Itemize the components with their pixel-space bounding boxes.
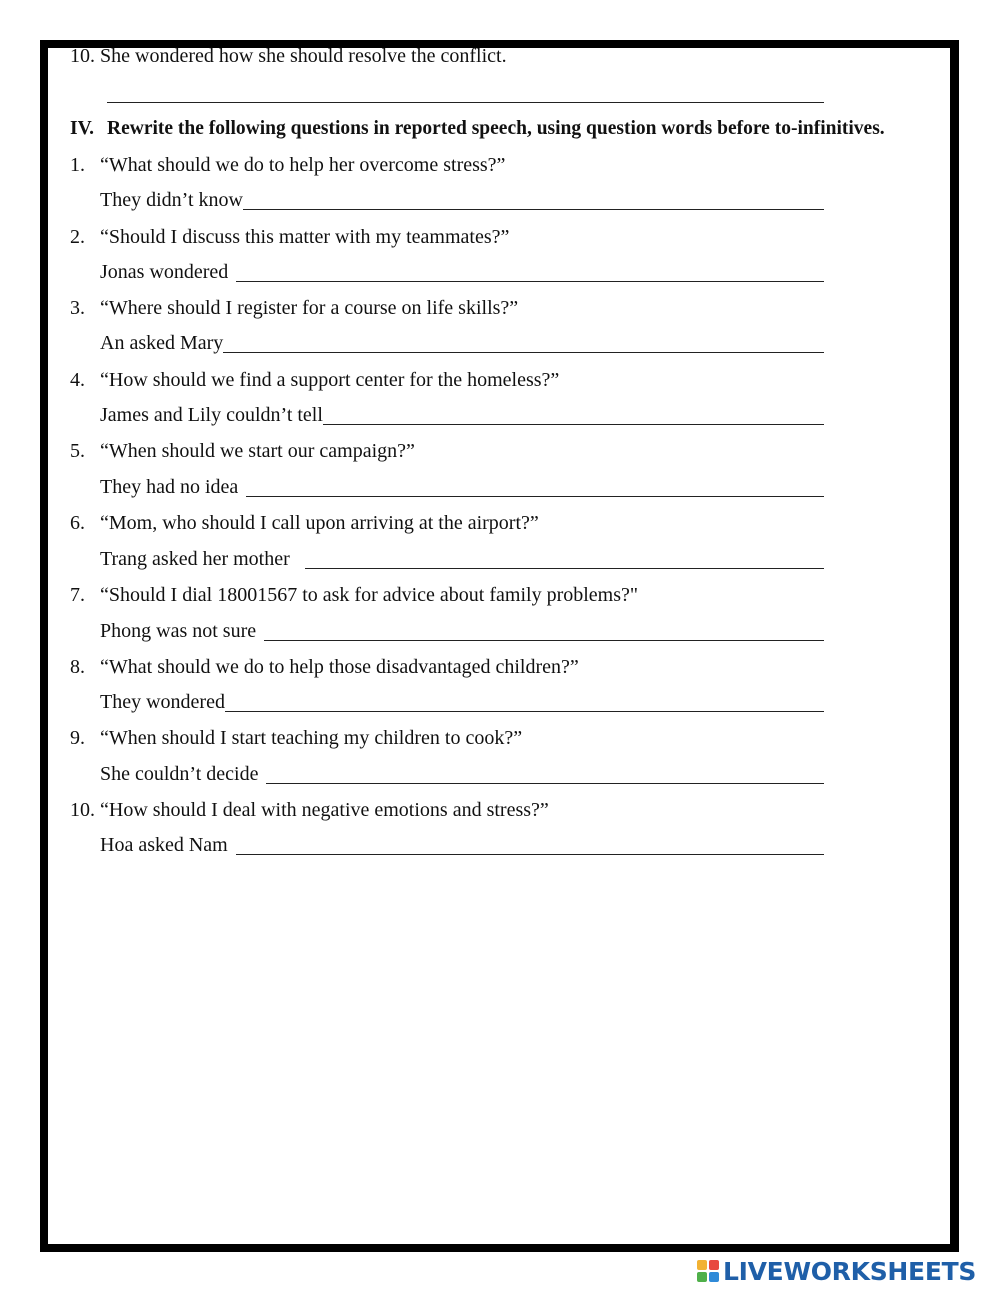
exercise-question: “How should we find a support center for the homeless?” <box>100 369 560 391</box>
answer-blank[interactable] <box>225 711 824 712</box>
answer-blank[interactable] <box>243 209 824 210</box>
exercise-question: “Where should I register for a course on life skills?” <box>100 297 519 319</box>
previous-item-answer-line[interactable] <box>107 102 824 103</box>
exercise-number: 1. <box>70 154 85 176</box>
exercise-answer-row <box>100 619 824 643</box>
exercise-question: “What should we do to help her overcome stress?” <box>100 154 506 176</box>
answer-blank[interactable] <box>266 783 824 784</box>
logo-block <box>697 1272 707 1282</box>
exercise-stem: Jonas wondered <box>100 261 229 283</box>
exercise-stem: They wondered <box>100 691 225 713</box>
exercise-answer-row <box>100 331 824 355</box>
exercise-answer-row <box>100 260 824 284</box>
exercise-number: 4. <box>70 369 85 391</box>
answer-blank[interactable] <box>323 424 824 425</box>
answer-blank[interactable] <box>305 568 824 569</box>
exercise-number: 6. <box>70 512 85 534</box>
exercise-stem: Phong was not sure <box>100 620 257 642</box>
exercise-stem: James and Lily couldn’t tell <box>100 404 323 426</box>
exercise-question: “When should I start teaching my children to cook?” <box>100 727 523 749</box>
exercise-number: 10. <box>70 799 95 821</box>
exercise-number: 8. <box>70 656 85 678</box>
answer-blank[interactable] <box>246 496 824 497</box>
logo-block <box>709 1260 719 1270</box>
exercise-question: “Should I discuss this matter with my teammates?” <box>100 226 510 248</box>
liveworksheets-logo[interactable] <box>697 1256 976 1286</box>
exercise-question: “Should I dial 18001567 to ask for advice about family problems?" <box>100 584 639 606</box>
exercise-question: “What should we do to help those disadvantaged children?” <box>100 656 579 678</box>
answer-blank[interactable] <box>236 281 824 282</box>
logo-block <box>697 1260 707 1270</box>
section-instruction: Rewrite the following questions in reported speech, using question words before to-infinitives. <box>107 118 885 139</box>
answer-blank[interactable] <box>236 854 824 855</box>
exercise-number: 3. <box>70 297 85 319</box>
exercise-stem: She couldn’t decide <box>100 763 259 785</box>
exercise-question: “Mom, who should I call upon arriving at the airport?” <box>100 512 539 534</box>
previous-item-text: She wondered how she should resolve the conflict. <box>100 45 507 67</box>
exercise-number: 2. <box>70 226 85 248</box>
section-roman-numeral: IV. <box>70 118 95 139</box>
exercise-question: “How should I deal with negative emotions and stress?” <box>100 799 549 821</box>
logo-block <box>709 1272 719 1282</box>
exercise-answer-row <box>100 547 824 571</box>
exercise-answer-row <box>100 403 824 427</box>
exercise-number: 5. <box>70 440 85 462</box>
exercise-stem: They had no idea <box>100 476 239 498</box>
exercise-question: “When should we start our campaign?” <box>100 440 415 462</box>
answer-blank[interactable] <box>264 640 824 641</box>
exercise-answer-row <box>100 690 824 714</box>
page-border <box>40 40 959 1252</box>
previous-item-number: 10. <box>70 45 95 67</box>
section-heading <box>70 117 885 141</box>
exercise-stem: Hoa asked Nam <box>100 834 228 856</box>
exercise-stem: They didn’t know <box>100 189 243 211</box>
exercise-stem: An asked Mary <box>100 332 224 354</box>
exercise-answer-row <box>100 188 824 212</box>
exercise-number: 7. <box>70 584 85 606</box>
exercise-answer-row <box>100 475 824 499</box>
answer-blank[interactable] <box>223 352 824 353</box>
logo-blocks-icon <box>697 1260 719 1282</box>
exercise-number: 9. <box>70 727 85 749</box>
exercise-stem: Trang asked her mother <box>100 548 290 570</box>
logo-text: LIVEWORKSHEETS <box>723 1256 977 1286</box>
exercise-answer-row <box>100 833 824 857</box>
exercise-answer-row <box>100 762 824 786</box>
